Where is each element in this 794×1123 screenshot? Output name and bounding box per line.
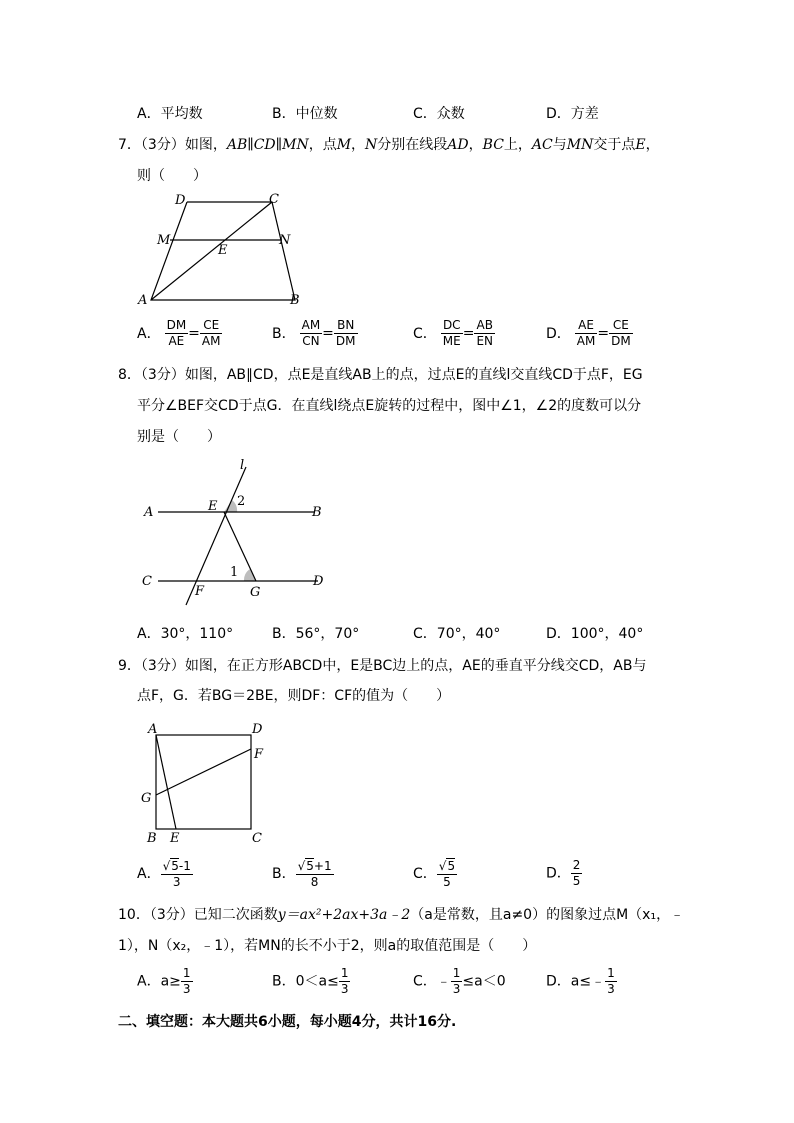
q6-option-b: B．中位数 [272,106,338,122]
q9-label-f: F [254,747,264,762]
q8-label-2: 2 [237,494,246,509]
q9-label-d: D [252,722,263,737]
q9-stem: 9．（3分）如图，在正方形ABCD中，E是BC边上的点，AE的垂直平分线交CD，AB与 [118,658,647,674]
q7-option-c: C． $\frac{DC}{ME}$ = $\frac{AB}{EN}$ [413,318,494,348]
q8-label-b: B [312,505,322,520]
q10-option-d: D．a≤﹣ $\frac{1}{3}$ [546,966,615,996]
q8-stem: 8．（3分）如图，AB∥CD，点E是直线AB上的点，过点E的直线l交直线CD于点F，EG [118,367,643,383]
q9-label-a: A [148,722,158,737]
q10-stem: 10．（3分）已知二次函数y＝ax²+2ax+3a﹣2（a是常数，且a≠0）的图象过点M（x₁，﹣ [118,907,685,923]
q10-stem-line2: 1），N（x₂，﹣1），若MN的长不小于2，则a的取值范围是（ ） [118,938,537,954]
q8-option-d: D．100°，40° [546,626,644,642]
q6-option-d: D．方差 [546,106,599,122]
q8-label-d: D [313,574,324,589]
q8-parallel-lines-figure [140,455,335,610]
q7-label-e: E [218,243,228,258]
q8-option-b: B．56°，70° [272,626,360,642]
q7-label-m: M [157,233,171,248]
q9-stem-line2: 点F，G．若BG＝2BE，则DF：CF的值为（ ） [137,688,451,704]
q8-line-eg [224,512,256,581]
q10-option-c: C．﹣ $\frac{1}{3}$ ≤a＜0 [413,966,506,996]
q9-option-b: B． $\frac{√5+1}{8}$ [272,859,332,889]
section-2-title: 二、填空题：本大题共6小题，每小题4分，共计16分. [118,1014,457,1030]
q7-option-a: A． $\frac{DM}{AE}$ = $\frac{CE}{AM}$ [137,318,221,348]
q8-label-c: C [142,574,152,589]
q7-option-b: B． $\frac{AM}{CN}$ = $\frac{BN}{DM}$ [272,318,356,348]
q9-option-c: C． $\frac{√5}{5}$ [413,859,456,889]
q8-label-f: F [195,584,205,599]
q8-stem-line2: 平分∠BEF交CD于点G．在直线l绕点E旋转的过程中，图中∠1，∠2的度数可以分 [137,398,642,414]
q8-option-a: A．30°，110° [137,626,234,642]
q7-label-n: N [279,233,291,248]
q9-option-a: A． $\frac{√5-1}{3}$ [137,859,191,889]
q7-trapezoid-figure [135,190,310,310]
q7-label-b: B [290,293,300,308]
q7-label-c: C [269,192,279,207]
q9-square-abcd [156,735,251,829]
q7-option-d: D． $\frac{AE}{AM}$ = $\frac{CE}{DM}$ [546,318,631,348]
q9-option-d: D． $\frac{2}{5}$ [546,858,581,888]
q9-label-c: C [252,831,262,846]
q8-label-a: A [144,505,154,520]
q7-label-a: A [138,293,148,308]
q8-label-e: E [208,499,218,514]
q8-label-g: G [250,585,261,600]
q9-square-figure [138,718,268,846]
q10-option-a: A．a≥ $\frac{1}{3}$ [137,966,191,996]
q9-line-ae [156,735,176,829]
q8-label-1: 1 [230,565,239,580]
q8-label-l: l [240,458,245,473]
q9-line-gf [156,749,251,795]
q9-label-e: E [170,831,180,846]
q10-option-b: B．0＜a≤ $\frac{1}{3}$ [272,966,349,996]
q7-label-d: D [175,193,186,208]
q7-stem-line2: 则（ ） [137,168,207,184]
q9-label-g: G [141,791,152,806]
q6-option-a: A．平均数 [137,106,203,122]
q8-stem-line3: 别是（ ） [137,429,221,445]
q9-label-b: B [147,831,157,846]
q8-angle-1-mark [244,569,256,581]
q8-option-c: C．70°，40° [413,626,501,642]
q6-option-c: C．众数 [413,106,465,122]
q7-stem: 7．（3分）如图，AB∥CD∥MN，点M，N分别在线段AD，BC上，AC与MN交于点E， [118,137,660,153]
